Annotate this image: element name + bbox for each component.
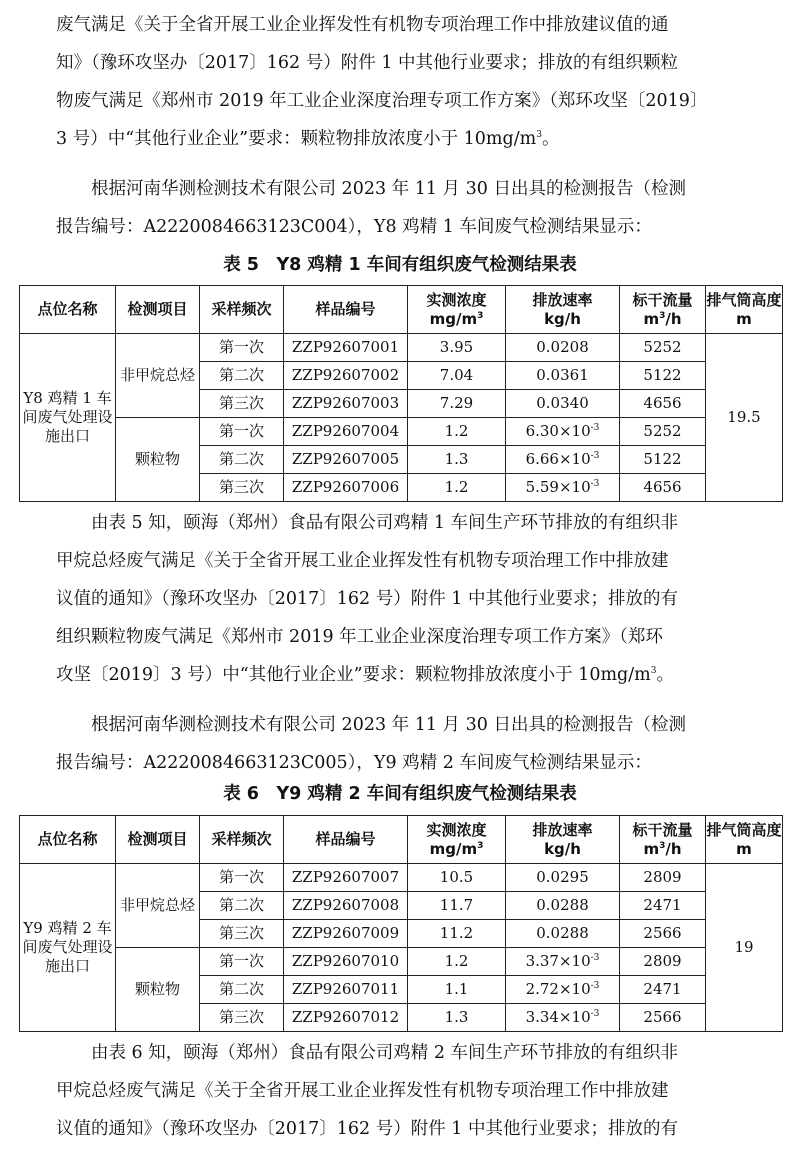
flow-cell: 4656 — [620, 390, 706, 418]
item-cell: 颗粒物 — [116, 418, 200, 502]
conc-cell: 7.29 — [408, 390, 506, 418]
superscript: 3 — [477, 840, 484, 851]
item-cell: 非甲烷总烃 — [116, 334, 200, 418]
rate-cell: 0.0340 — [506, 390, 620, 418]
freq-cell: 第三次 — [200, 920, 284, 948]
table-5 — [19, 285, 783, 502]
item-cell: 颗粒物 — [116, 948, 200, 1032]
header-freq: 采样频次 — [200, 286, 284, 334]
rate-cell — [506, 1004, 620, 1032]
header-label: 排放速率 — [532, 290, 593, 309]
header-unit: m — [643, 309, 660, 328]
sample-cell: ZZP92607010 — [284, 948, 408, 976]
header-label: 标干流量 — [632, 290, 693, 309]
flow-cell: 5122 — [620, 446, 706, 474]
header-height: 排气筒高度 m — [706, 286, 783, 334]
superscript: 3 — [659, 310, 666, 321]
header-sample: 样品编号 — [284, 286, 408, 334]
table-header-row — [20, 816, 783, 864]
superscript: 3 — [536, 130, 542, 141]
freq-cell: 第三次 — [200, 390, 284, 418]
table-row — [20, 864, 783, 892]
freq-cell: 第二次 — [200, 362, 284, 390]
table-6-caption: 表 6 Y9 鸡精 2 车间有组织废气检测结果表 — [223, 784, 577, 804]
header-site: 点位名称 — [20, 816, 116, 864]
superscript: -3 — [590, 981, 600, 991]
flow-cell: 5122 — [620, 362, 706, 390]
text-line: 根据河南华测检测技术有限公司 2023 年 11 月 30 日出具的检测报告（检测 — [56, 179, 686, 199]
header-label: 标干流量 — [632, 820, 693, 839]
flow-cell: 4656 — [620, 474, 706, 502]
header-unit: kg/h — [544, 839, 581, 858]
superscript: 3 — [477, 310, 484, 321]
superscript: -3 — [590, 479, 600, 489]
flow-cell: 2471 — [620, 976, 706, 1004]
paragraph-4 — [56, 706, 746, 782]
conc-cell: 1.2 — [408, 474, 506, 502]
superscript: 3 — [650, 666, 657, 677]
text-line: 报告编号：A2220084663123C004），Y8 鸡精 1 车间废气检测结果显示： — [56, 217, 652, 237]
conc-cell: 3.95 — [408, 334, 506, 362]
conc-cell: 1.3 — [408, 1004, 506, 1032]
text-line: 甲烷总烃废气满足《关于全省开展工业企业挥发性有机物专项治理工作中排放建 — [56, 1081, 669, 1101]
text-line: 物废气满足《郑州市 2019 年工业企业深度治理专项工作方案》（郑环攻坚〔2019〕 — [56, 91, 708, 111]
rate-cell: 0.0288 — [506, 920, 620, 948]
rate-cell — [506, 948, 620, 976]
sample-cell: ZZP92607009 — [284, 920, 408, 948]
sample-cell: ZZP92607004 — [284, 418, 408, 446]
header-item: 检测项目 — [116, 286, 200, 334]
table-header-row — [20, 286, 783, 334]
header-unit: mg/m — [429, 309, 478, 328]
header-label: 实测浓度 — [426, 820, 487, 839]
superscript: -3 — [590, 1009, 600, 1019]
text-line — [56, 656, 746, 694]
flow-cell: 5252 — [620, 418, 706, 446]
flow-cell: 2809 — [620, 864, 706, 892]
height-cell: 19 — [706, 864, 783, 1032]
header-unit: mg/m — [429, 839, 478, 858]
rate-cell: 0.0288 — [506, 892, 620, 920]
conc-cell: 10.5 — [408, 864, 506, 892]
header-unit: /h — [665, 309, 682, 328]
rate-cell: 0.0208 — [506, 334, 620, 362]
text-line: 甲烷总烃废气满足《关于全省开展工业企业挥发性有机物专项治理工作中排放建 — [56, 551, 669, 571]
conc-cell: 1.2 — [408, 948, 506, 976]
text-fragment: 3 号）中“其他行业企业”要求：颗粒物排放浓度小于 10mg/m — [56, 129, 537, 149]
text-line — [56, 120, 746, 158]
text-fragment: 攻坚〔2019〕3 号）中“其他行业企业”要求：颗粒物排放浓度小于 10mg/m — [56, 665, 651, 685]
sample-cell: ZZP92607008 — [284, 892, 408, 920]
freq-cell: 第一次 — [200, 334, 284, 362]
header-flow — [620, 816, 706, 864]
freq-cell: 第一次 — [200, 418, 284, 446]
paragraph-3 — [56, 504, 746, 694]
rate-value: 6.66×10 — [525, 450, 591, 468]
header-label: 排放速率 — [532, 820, 593, 839]
text-line: 由表 5 知，颐海（郑州）食品有限公司鸡精 1 车间生产环节排放的有组织非 — [56, 513, 679, 533]
text-fragment: 。 — [541, 129, 560, 149]
sample-cell: ZZP92607006 — [284, 474, 408, 502]
rate-value: 3.34×10 — [525, 1008, 591, 1026]
table-row — [20, 948, 783, 976]
sample-cell: ZZP92607003 — [284, 390, 408, 418]
sample-cell: ZZP92607002 — [284, 362, 408, 390]
header-item: 检测项目 — [116, 816, 200, 864]
freq-cell: 第三次 — [200, 474, 284, 502]
item-cell: 非甲烷总烃 — [116, 864, 200, 948]
table-row — [20, 334, 783, 362]
freq-cell: 第一次 — [200, 948, 284, 976]
text-line: 报告编号：A2220084663123C005），Y9 鸡精 2 车间废气检测结果显示： — [56, 753, 652, 773]
header-sample: 样品编号 — [284, 816, 408, 864]
conc-cell: 11.7 — [408, 892, 506, 920]
superscript: -3 — [590, 953, 600, 963]
header-conc — [408, 816, 506, 864]
sample-cell: ZZP92607005 — [284, 446, 408, 474]
site-cell: Y8 鸡精 1 车间废气处理设施出口 — [20, 334, 116, 502]
text-line: 知》（豫环攻坚办〔2017〕162 号）附件 1 中其他行业要求；排放的有组织颗粒 — [56, 53, 679, 73]
text-line: 根据河南华测检测技术有限公司 2023 年 11 月 30 日出具的检测报告（检测 — [56, 715, 686, 735]
text-line: 议值的通知》（豫环攻坚办〔2017〕162 号）附件 1 中其他行业要求；排放的有 — [56, 1119, 679, 1139]
freq-cell: 第三次 — [200, 1004, 284, 1032]
header-freq: 采样频次 — [200, 816, 284, 864]
paragraph-2 — [56, 170, 746, 246]
text-line: 由表 6 知，颐海（郑州）食品有限公司鸡精 2 车间生产环节排放的有组织非 — [56, 1043, 679, 1063]
site-cell: Y9 鸡精 2 车间废气处理设施出口 — [20, 864, 116, 1032]
rate-cell: 0.0295 — [506, 864, 620, 892]
header-label: 实测浓度 — [426, 290, 487, 309]
rate-value: 2.72×10 — [525, 980, 591, 998]
rate-value: 5.59×10 — [525, 478, 591, 496]
conc-cell: 1.3 — [408, 446, 506, 474]
flow-cell: 2566 — [620, 920, 706, 948]
rate-cell: 0.0361 — [506, 362, 620, 390]
superscript: -3 — [590, 423, 600, 433]
header-rate — [506, 816, 620, 864]
rate-value: 3.37×10 — [525, 952, 591, 970]
paragraph-1 — [56, 6, 746, 158]
flow-cell: 2809 — [620, 948, 706, 976]
sample-cell: ZZP92607001 — [284, 334, 408, 362]
conc-cell: 7.04 — [408, 362, 506, 390]
table-5-caption: 表 5 Y8 鸡精 1 车间有组织废气检测结果表 — [223, 255, 577, 275]
header-flow — [620, 286, 706, 334]
text-fragment: 。 — [656, 665, 674, 685]
table-row — [20, 418, 783, 446]
freq-cell: 第二次 — [200, 976, 284, 1004]
header-conc — [408, 286, 506, 334]
header-unit: /h — [665, 839, 682, 858]
sample-cell: ZZP92607011 — [284, 976, 408, 1004]
height-cell: 19.5 — [706, 334, 783, 502]
rate-cell — [506, 418, 620, 446]
freq-cell: 第一次 — [200, 864, 284, 892]
table-6 — [19, 815, 783, 1032]
rate-cell — [506, 474, 620, 502]
rate-value: 6.30×10 — [525, 422, 591, 440]
header-site: 点位名称 — [20, 286, 116, 334]
text-line: 议值的通知》（豫环攻坚办〔2017〕162 号）附件 1 中其他行业要求；排放的有 — [56, 589, 679, 609]
flow-cell: 2566 — [620, 1004, 706, 1032]
header-rate — [506, 286, 620, 334]
sample-cell: ZZP92607007 — [284, 864, 408, 892]
rate-cell — [506, 446, 620, 474]
flow-cell: 2471 — [620, 892, 706, 920]
sample-cell: ZZP92607012 — [284, 1004, 408, 1032]
text-line: 组织颗粒物废气满足《郑州市 2019 年工业企业深度治理专项工作方案》（郑环 — [56, 627, 663, 647]
superscript: 3 — [659, 840, 666, 851]
conc-cell: 1.1 — [408, 976, 506, 1004]
paragraph-5 — [56, 1034, 746, 1148]
header-unit: kg/h — [544, 309, 581, 328]
conc-cell: 11.2 — [408, 920, 506, 948]
flow-cell: 5252 — [620, 334, 706, 362]
conc-cell: 1.2 — [408, 418, 506, 446]
header-unit: m — [643, 839, 660, 858]
text-line: 废气满足《关于全省开展工业企业挥发性有机物专项治理工作中排放建议值的通 — [56, 15, 669, 35]
freq-cell: 第二次 — [200, 892, 284, 920]
freq-cell: 第二次 — [200, 446, 284, 474]
rate-cell — [506, 976, 620, 1004]
header-height: 排气筒高度 m — [706, 816, 783, 864]
superscript: -3 — [590, 451, 600, 461]
